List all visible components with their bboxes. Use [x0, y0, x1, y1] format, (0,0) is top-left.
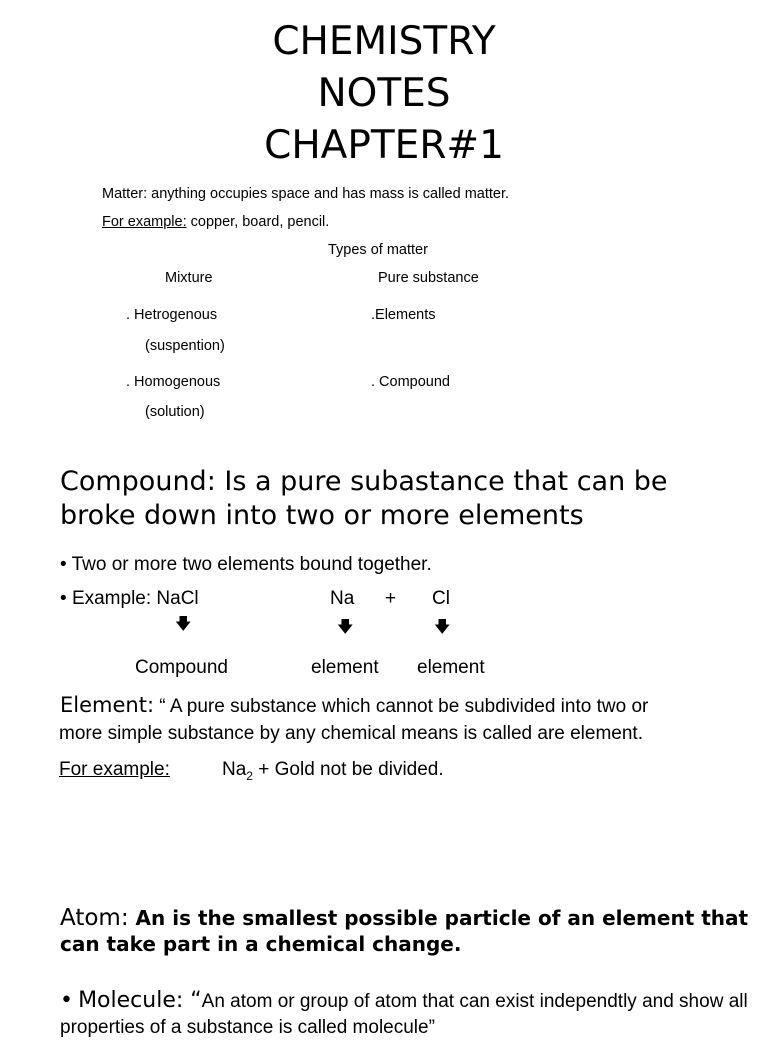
element-definition-line-1 [60, 693, 648, 718]
atom-lead: Atom: [60, 905, 129, 931]
cl-symbol: Cl [432, 588, 450, 609]
element-word-1: element [311, 657, 379, 678]
plus-sign: + [385, 588, 397, 609]
title-line-1: CHEMISTRY [272, 19, 496, 64]
element-text-1: “ A pure substance which cannot be subdivided into two or [154, 696, 649, 717]
down-arrow-icon: 🡇 [337, 617, 354, 636]
bullet-elements-bound [60, 554, 432, 576]
matter-example-text: copper, board, pencil. [186, 214, 330, 230]
bullet-icon: • [60, 988, 73, 1013]
homogenous-item: . Homogenous [126, 374, 221, 390]
molecule-text: An atom or group of atom that can exist independtly and show all properties of a substance is called molecule” [60, 991, 748, 1038]
element-word-2: element [417, 657, 485, 678]
matter-definition: Matter: anything occupies space and has mass is called matter. [102, 186, 510, 202]
atom-definition [60, 906, 750, 958]
molecule-definition [60, 988, 750, 1041]
down-arrow-icon: 🡇 [175, 614, 192, 633]
types-heading: Types of matter [328, 242, 428, 258]
example-nacl: Example: NaCl [71, 588, 199, 609]
compound-item: . Compound [371, 374, 450, 390]
element-example-rest: + Gold not be divided. [252, 759, 444, 780]
na-symbol: Na [330, 588, 355, 609]
compound-word: Compound [135, 657, 228, 678]
bullet-example [60, 588, 199, 610]
element-example [59, 759, 170, 781]
elements-item: .Elements [371, 307, 436, 323]
mixture-label: Mixture [165, 270, 213, 286]
hetrogenous-item: . Hetrogenous [126, 307, 218, 323]
matter-example [102, 214, 329, 230]
element-example-label: For example: [59, 759, 170, 780]
title-line-3: CHAPTER#1 [264, 123, 504, 168]
element-lead: Element: [60, 693, 155, 717]
bullet-elements-bound-text: Two or more two elements bound together. [71, 554, 432, 575]
compound-heading: Compound: Is a pure subastance that can be broke down into two or more elements [60, 466, 668, 531]
solution-note: (solution) [145, 404, 205, 420]
title-line-2: NOTES [317, 71, 451, 116]
bullet-icon: • [60, 554, 67, 575]
bullet-icon: • [60, 588, 67, 609]
atom-text: An is the smallest possible particle of an element that can take part in a chemical change. [60, 906, 749, 956]
molecule-lead: Molecule: “ [78, 988, 202, 1013]
suspention-note: (suspention) [145, 338, 225, 354]
matter-example-label: For example: [102, 214, 187, 230]
pure-substance-label: Pure substance [378, 270, 479, 286]
subscript-2: 2 [246, 768, 253, 783]
down-arrow-icon: 🡇 [434, 617, 451, 636]
element-definition-line-2: more simple substance by any chemical means is called are element. [59, 723, 643, 744]
page-title [0, 16, 768, 172]
element-example-text [222, 759, 444, 783]
na-subscript-base: Na [222, 759, 247, 780]
